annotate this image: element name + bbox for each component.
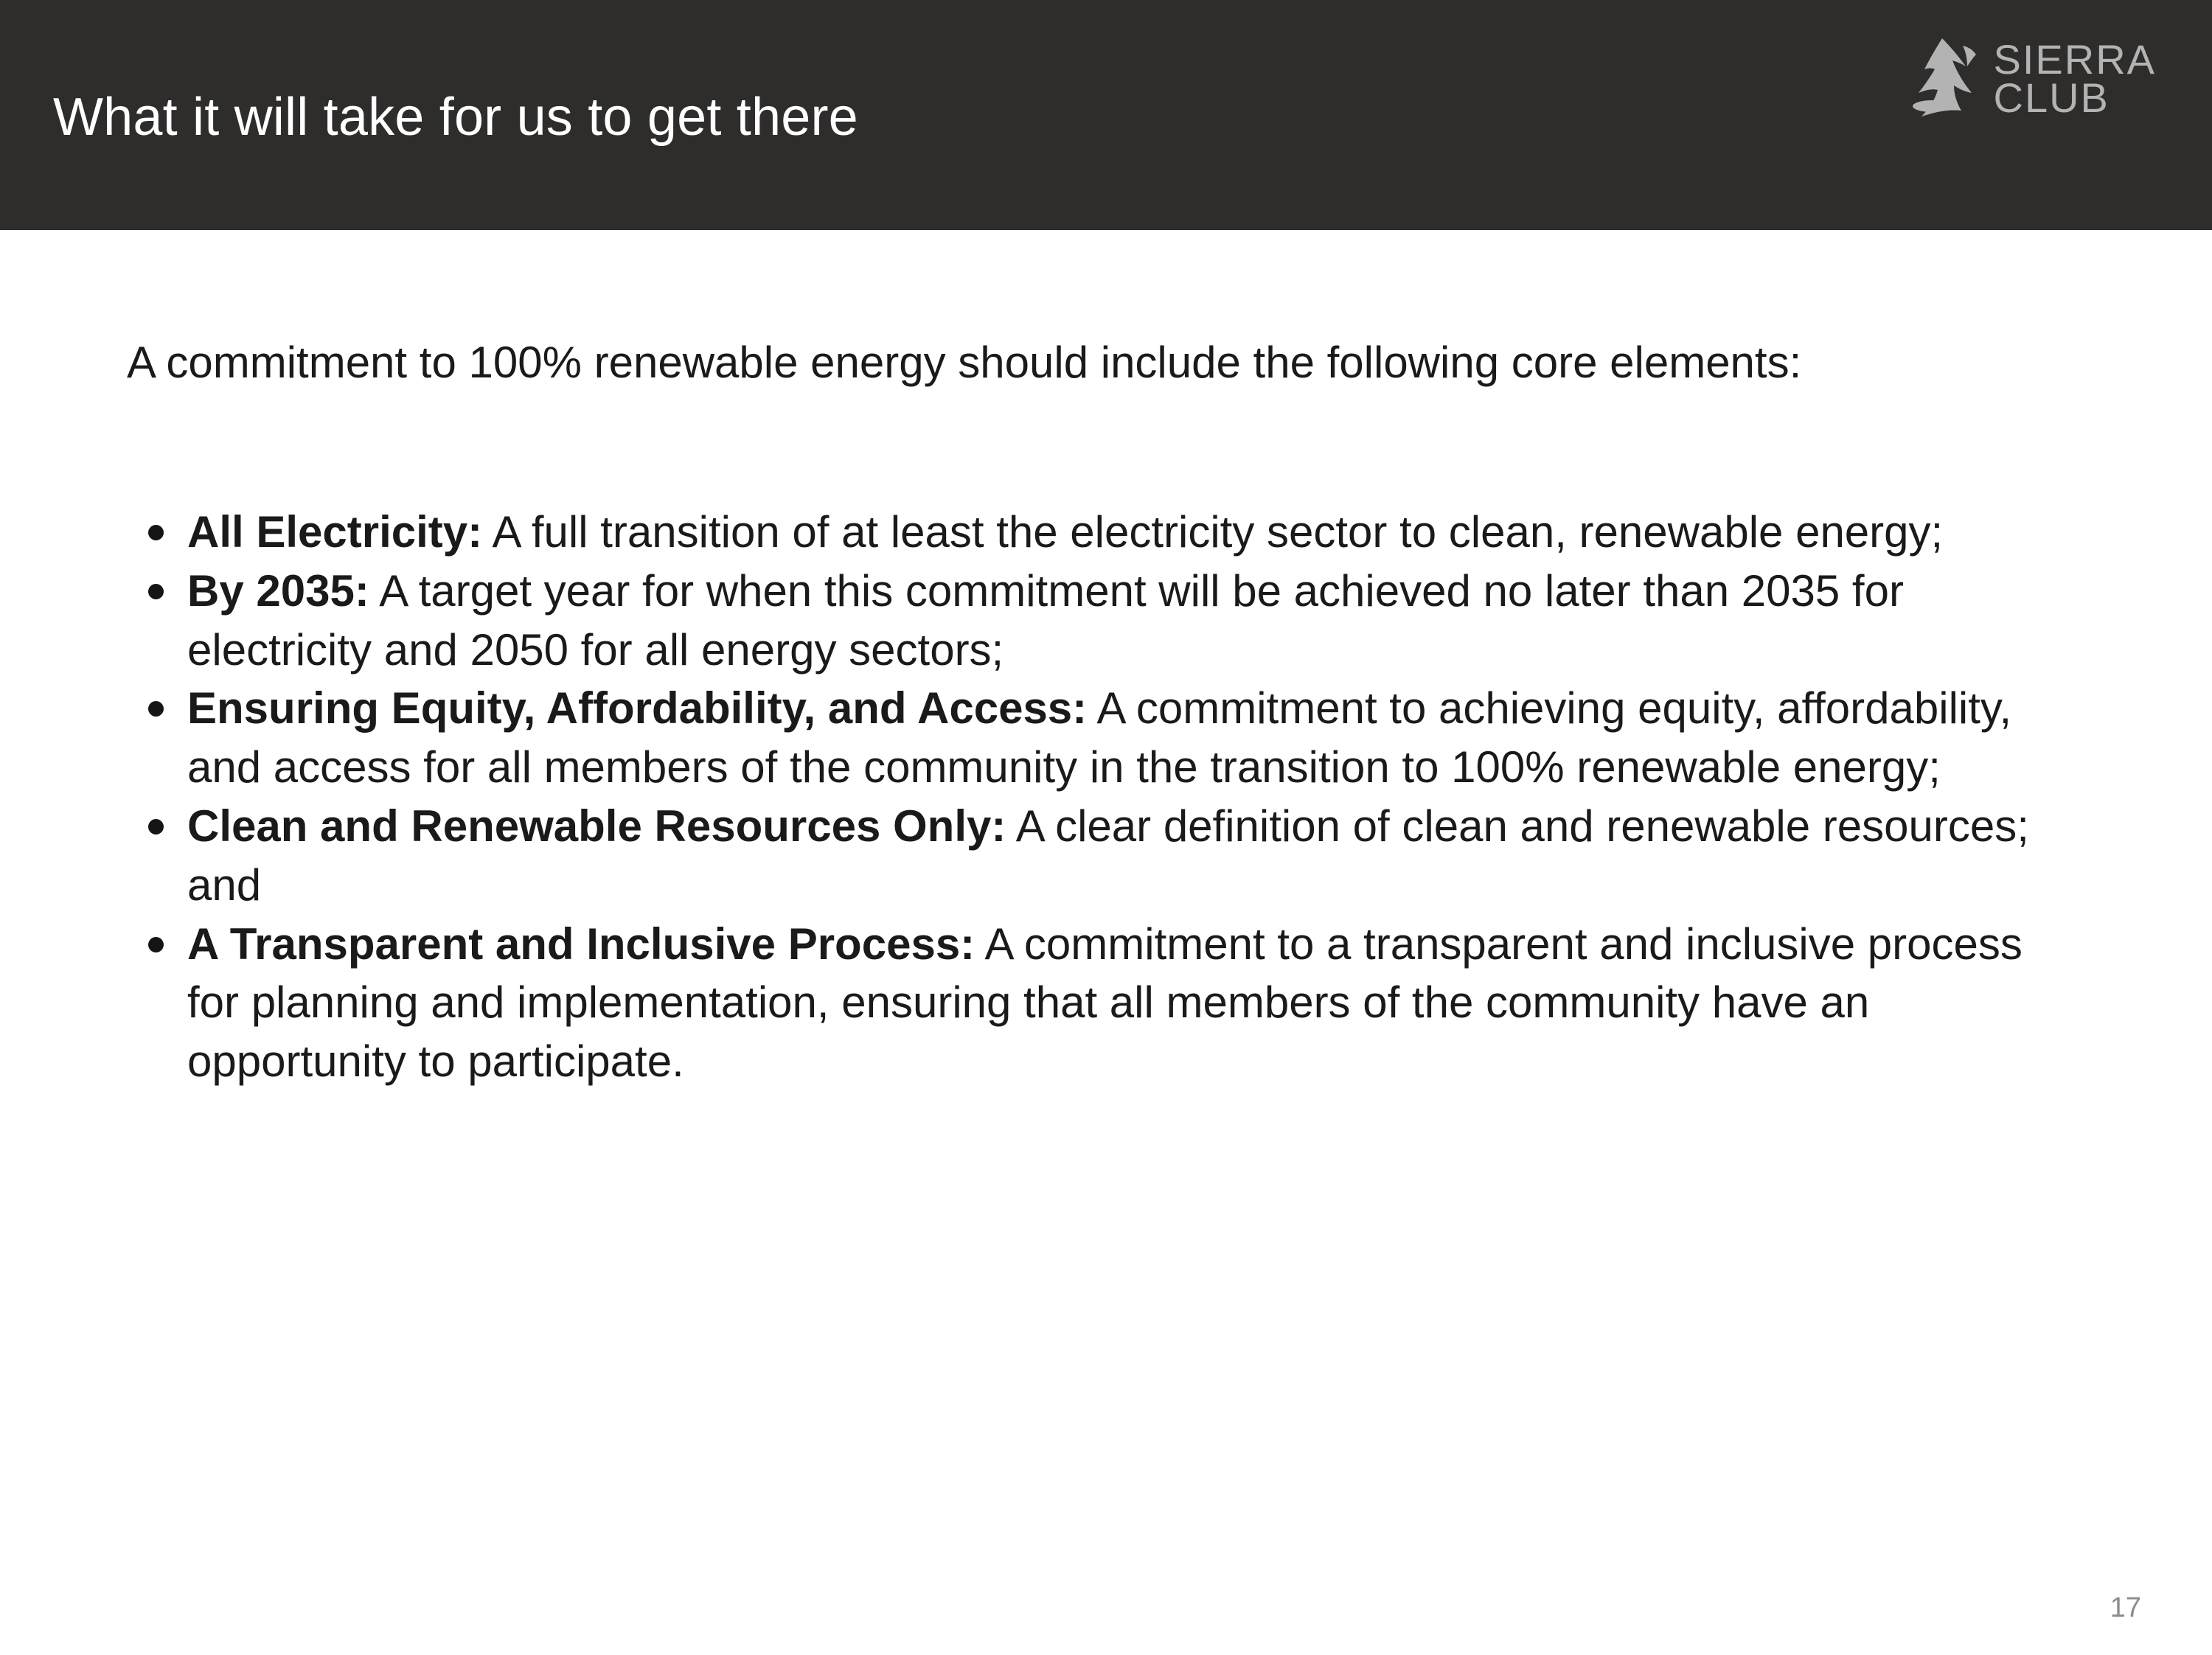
bullet-text: [184, 915, 2075, 1091]
bullet-dot-icon: [127, 915, 184, 952]
bullet-dot-icon: [127, 679, 184, 717]
page-title: What it will take for us to get there: [53, 88, 858, 147]
intro-paragraph: A commitment to 100% renewable energy should include the following core elements:: [127, 338, 1802, 387]
bullet-list: [127, 503, 2103, 1091]
list-item: [127, 503, 2103, 562]
sierra-club-wordmark: [1993, 36, 2157, 121]
bullet-rest: A full transition of at least the electricity sector to clean, renewable energy;: [482, 507, 1944, 557]
bullet-rest: A commitment to a transparent and inclusive process for planning and implementation, ensuring that all members of the community have an opportunity to participate.: [187, 919, 2023, 1087]
bullet-lead: Clean and Renewable Resources Only:: [187, 801, 1006, 851]
slide-body: [0, 230, 2212, 1655]
logo-line-2: CLUB: [1993, 74, 2110, 121]
bullet-text: [184, 562, 2075, 680]
bullet-dot-icon: [127, 562, 184, 599]
list-item: [127, 915, 2103, 1091]
bullet-dot-icon: [127, 503, 184, 540]
bullet-text: [184, 503, 2075, 562]
slide-header-band: [0, 0, 2212, 230]
sierra-club-logo: [1910, 35, 2157, 122]
list-item: [127, 679, 2103, 797]
bullet-lead: By 2035:: [187, 565, 369, 616]
bullet-lead: All Electricity:: [187, 507, 483, 557]
list-item: [127, 562, 2103, 680]
bullet-text: [184, 797, 2075, 915]
list-item: [127, 797, 2103, 915]
bullet-text: [184, 679, 2075, 797]
bullet-rest: A clear definition of clean and renewable resources; and: [187, 801, 2029, 910]
bullet-rest: A target year for when this commitment will be achieved no later than 2035 for electricity and 2050 for all energy sectors;: [187, 565, 1904, 675]
bullet-lead: Ensuring Equity, Affordability, and Access:: [187, 683, 1088, 734]
bullet-lead: A Transparent and Inclusive Process:: [187, 919, 975, 969]
bullet-dot-icon: [127, 797, 184, 835]
logo-line-1: SIERRA: [1993, 36, 2156, 83]
page-number: 17: [2110, 1592, 2141, 1623]
bullet-rest: A commitment to achieving equity, affordability, and access for all members of the community in the transition to 100% renewable energy;: [187, 683, 2012, 792]
sierra-club-tree-icon: [1910, 35, 1980, 122]
